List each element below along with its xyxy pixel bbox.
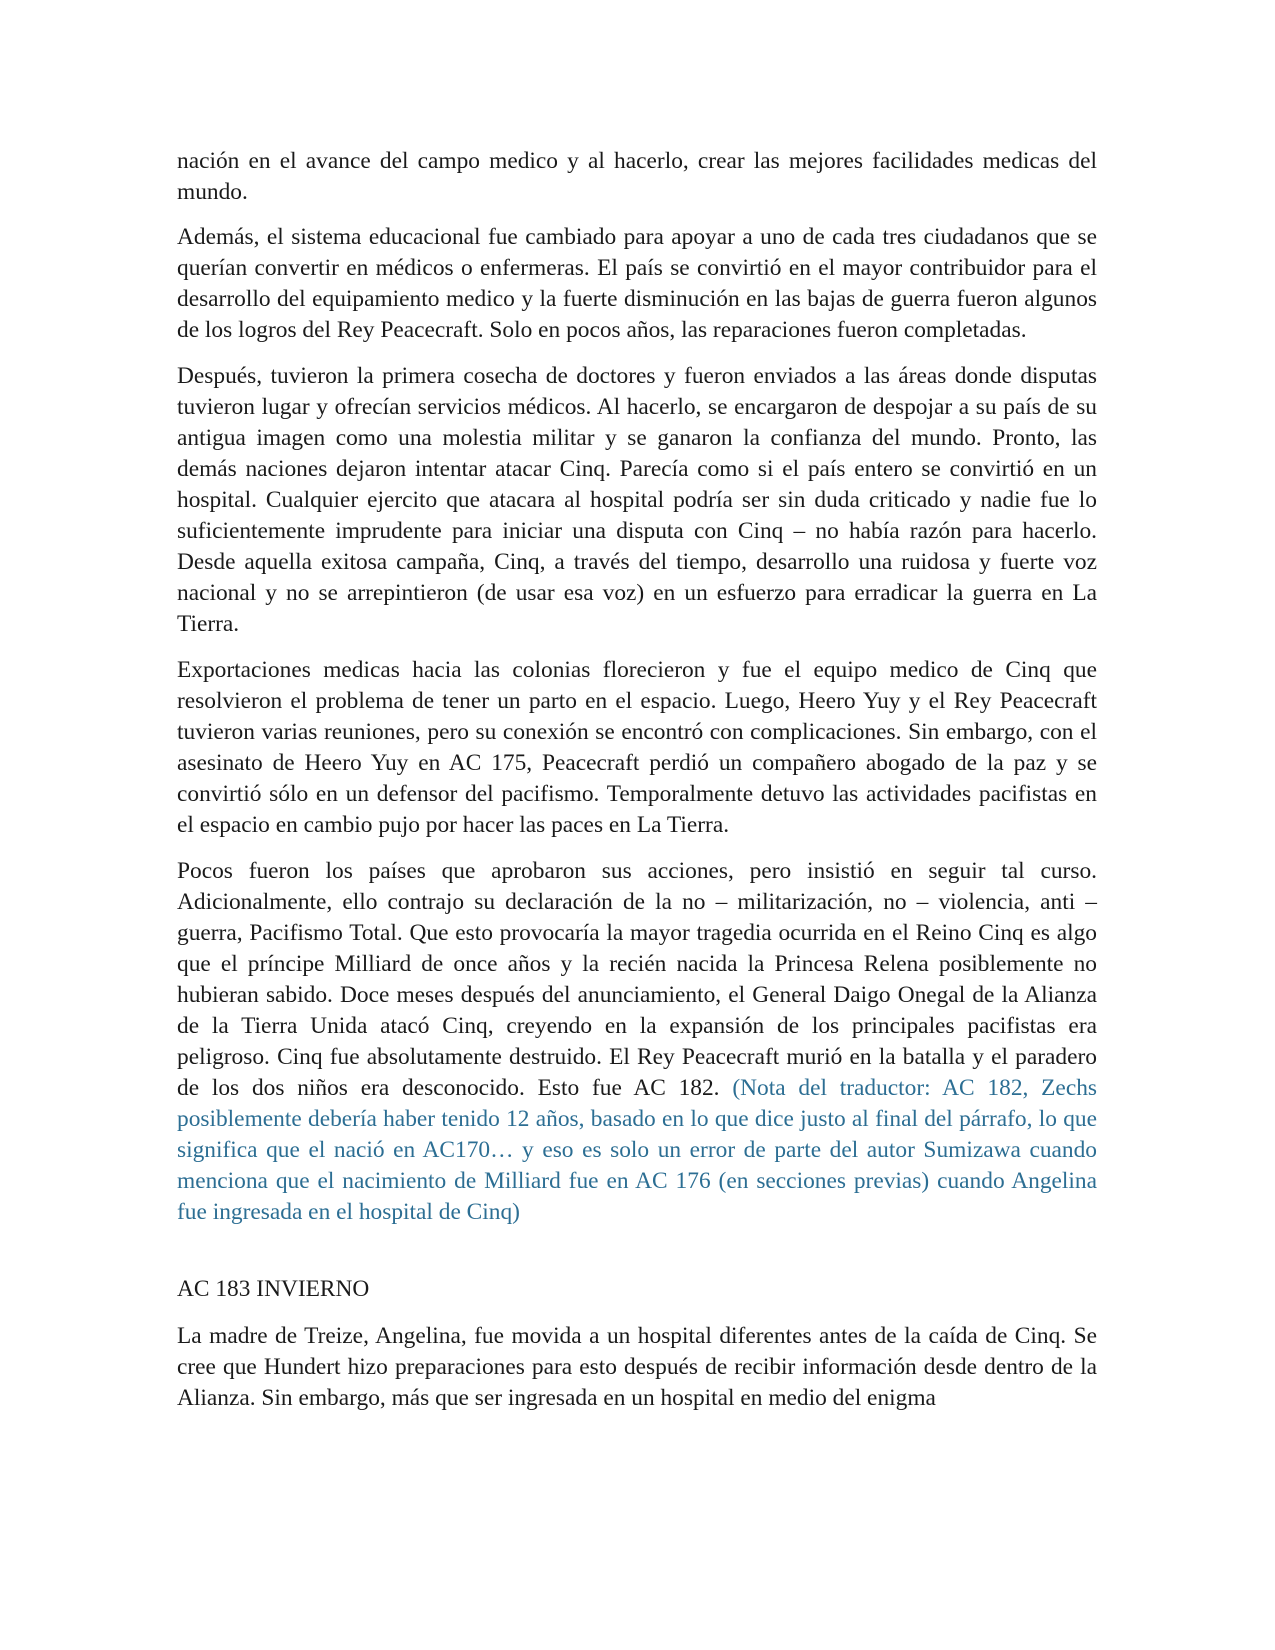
section-heading: AC 183 INVIERNO xyxy=(177,1276,370,1302)
paragraph-4: Exportaciones medicas hacia las colonias florecieron y fue el equipo medico de Cinq que resolvieron el problema de tener un parto en el espacio. Luego, Heero Yuy y el Rey Peacecraft tuvieron varias reuniones, pero su conexión se encontró con complicaciones. Sin embargo, con el asesinato de Heero Yuy en AC 175, Peacecraft perdió un compañero abogado de la paz y se convirtió sólo en un defensor del pacifismo. Temporalmente detuvo las actividades pacifistas en el espacio en cambio pujo por hacer las paces en La Tierra. xyxy=(177,657,1097,838)
translator-note: (Nota del traductor: AC 182, Zechs posiblemente debería haber tenido 12 años, basado en lo que dice justo al final del párrafo, lo que significa que el nació en AC170… y eso es solo un error de parte del autor Sumizawa cuando menciona que el nacimiento de Milliard fue en AC 176 (en secciones previas) cuando Angelina fue ingresada en el hospital de Cinq) xyxy=(177,1075,1097,1225)
paragraph-6: La madre de Treize, Angelina, fue movida a un hospital diferentes antes de la caída de Cinq. Se cree que Hundert hizo preparaciones para esto después de recibir información desde dentro de la Alianza. Sin embargo, más que ser ingresada en un hospital en medio del enigma xyxy=(177,1323,1097,1411)
paragraph-5-text: Pocos fueron los países que aprobaron sus acciones, pero insistió en seguir tal curso. Adicionalmente, ello contrajo su declaración de la no – militarización, no – violencia, anti – guerra, Pacifismo Total. Que esto provocaría la mayor tragedia ocurrida en el Reino Cinq es algo que el príncipe Milliard de once años y la recién nacida la Princesa Relena posiblemente no hubieran sabido. Doce meses después del anunciamiento, el General Daigo Onegal de la Alianza de la Tierra Unida atacó Cinq, creyendo en la expansión de los principales pacifistas era peligroso. Cinq fue absolutamente destruido. El Rey Peacecraft murió en la batalla y el paradero de los dos niños era desconocido. Esto fue AC 182. xyxy=(177,858,1097,1101)
paragraph-3: Después, tuvieron la primera cosecha de doctores y fueron enviados a las áreas donde disputas tuvieron lugar y ofrecían servicios médicos. Al hacerlo, se encargaron de despojar a su país de su antigua imagen como una molestia militar y se ganaron la confianza del mundo. Pronto, las demás naciones dejaron intentar atacar Cinq. Parecía como si el país entero se convirtió en un hospital. Cualquier ejercito que atacara al hospital podría ser sin duda criticado y nadie fue lo suficientemente imprudente para iniciar una disputa con Cinq – no había razón para hacerlo. Desde aquella exitosa campaña, Cinq, a través del tiempo, desarrollo una ruidosa y fuerte voz nacional y no se arrepintieron (de usar esa voz) en un esfuerzo para erradicar la guerra en La Tierra. xyxy=(177,363,1097,637)
page-body xyxy=(177,146,1097,1429)
paragraph-2: Además, el sistema educacional fue cambiado para apoyar a uno de cada tres ciudadanos que se querían convertir en médicos o enfermeras. El país se convirtió en el mayor contribuidor para el desarrollo del equipamiento medico y la fuerte disminución en las bajas de guerra fueron algunos de los logros del Rey Peacecraft. Solo en pocos años, las reparaciones fueron completadas. xyxy=(177,224,1097,343)
paragraph-5 xyxy=(177,856,1097,1228)
paragraph-1: nación en el avance del campo medico y al hacerlo, crear las mejores facilidades medicas del mundo. xyxy=(177,148,1097,205)
